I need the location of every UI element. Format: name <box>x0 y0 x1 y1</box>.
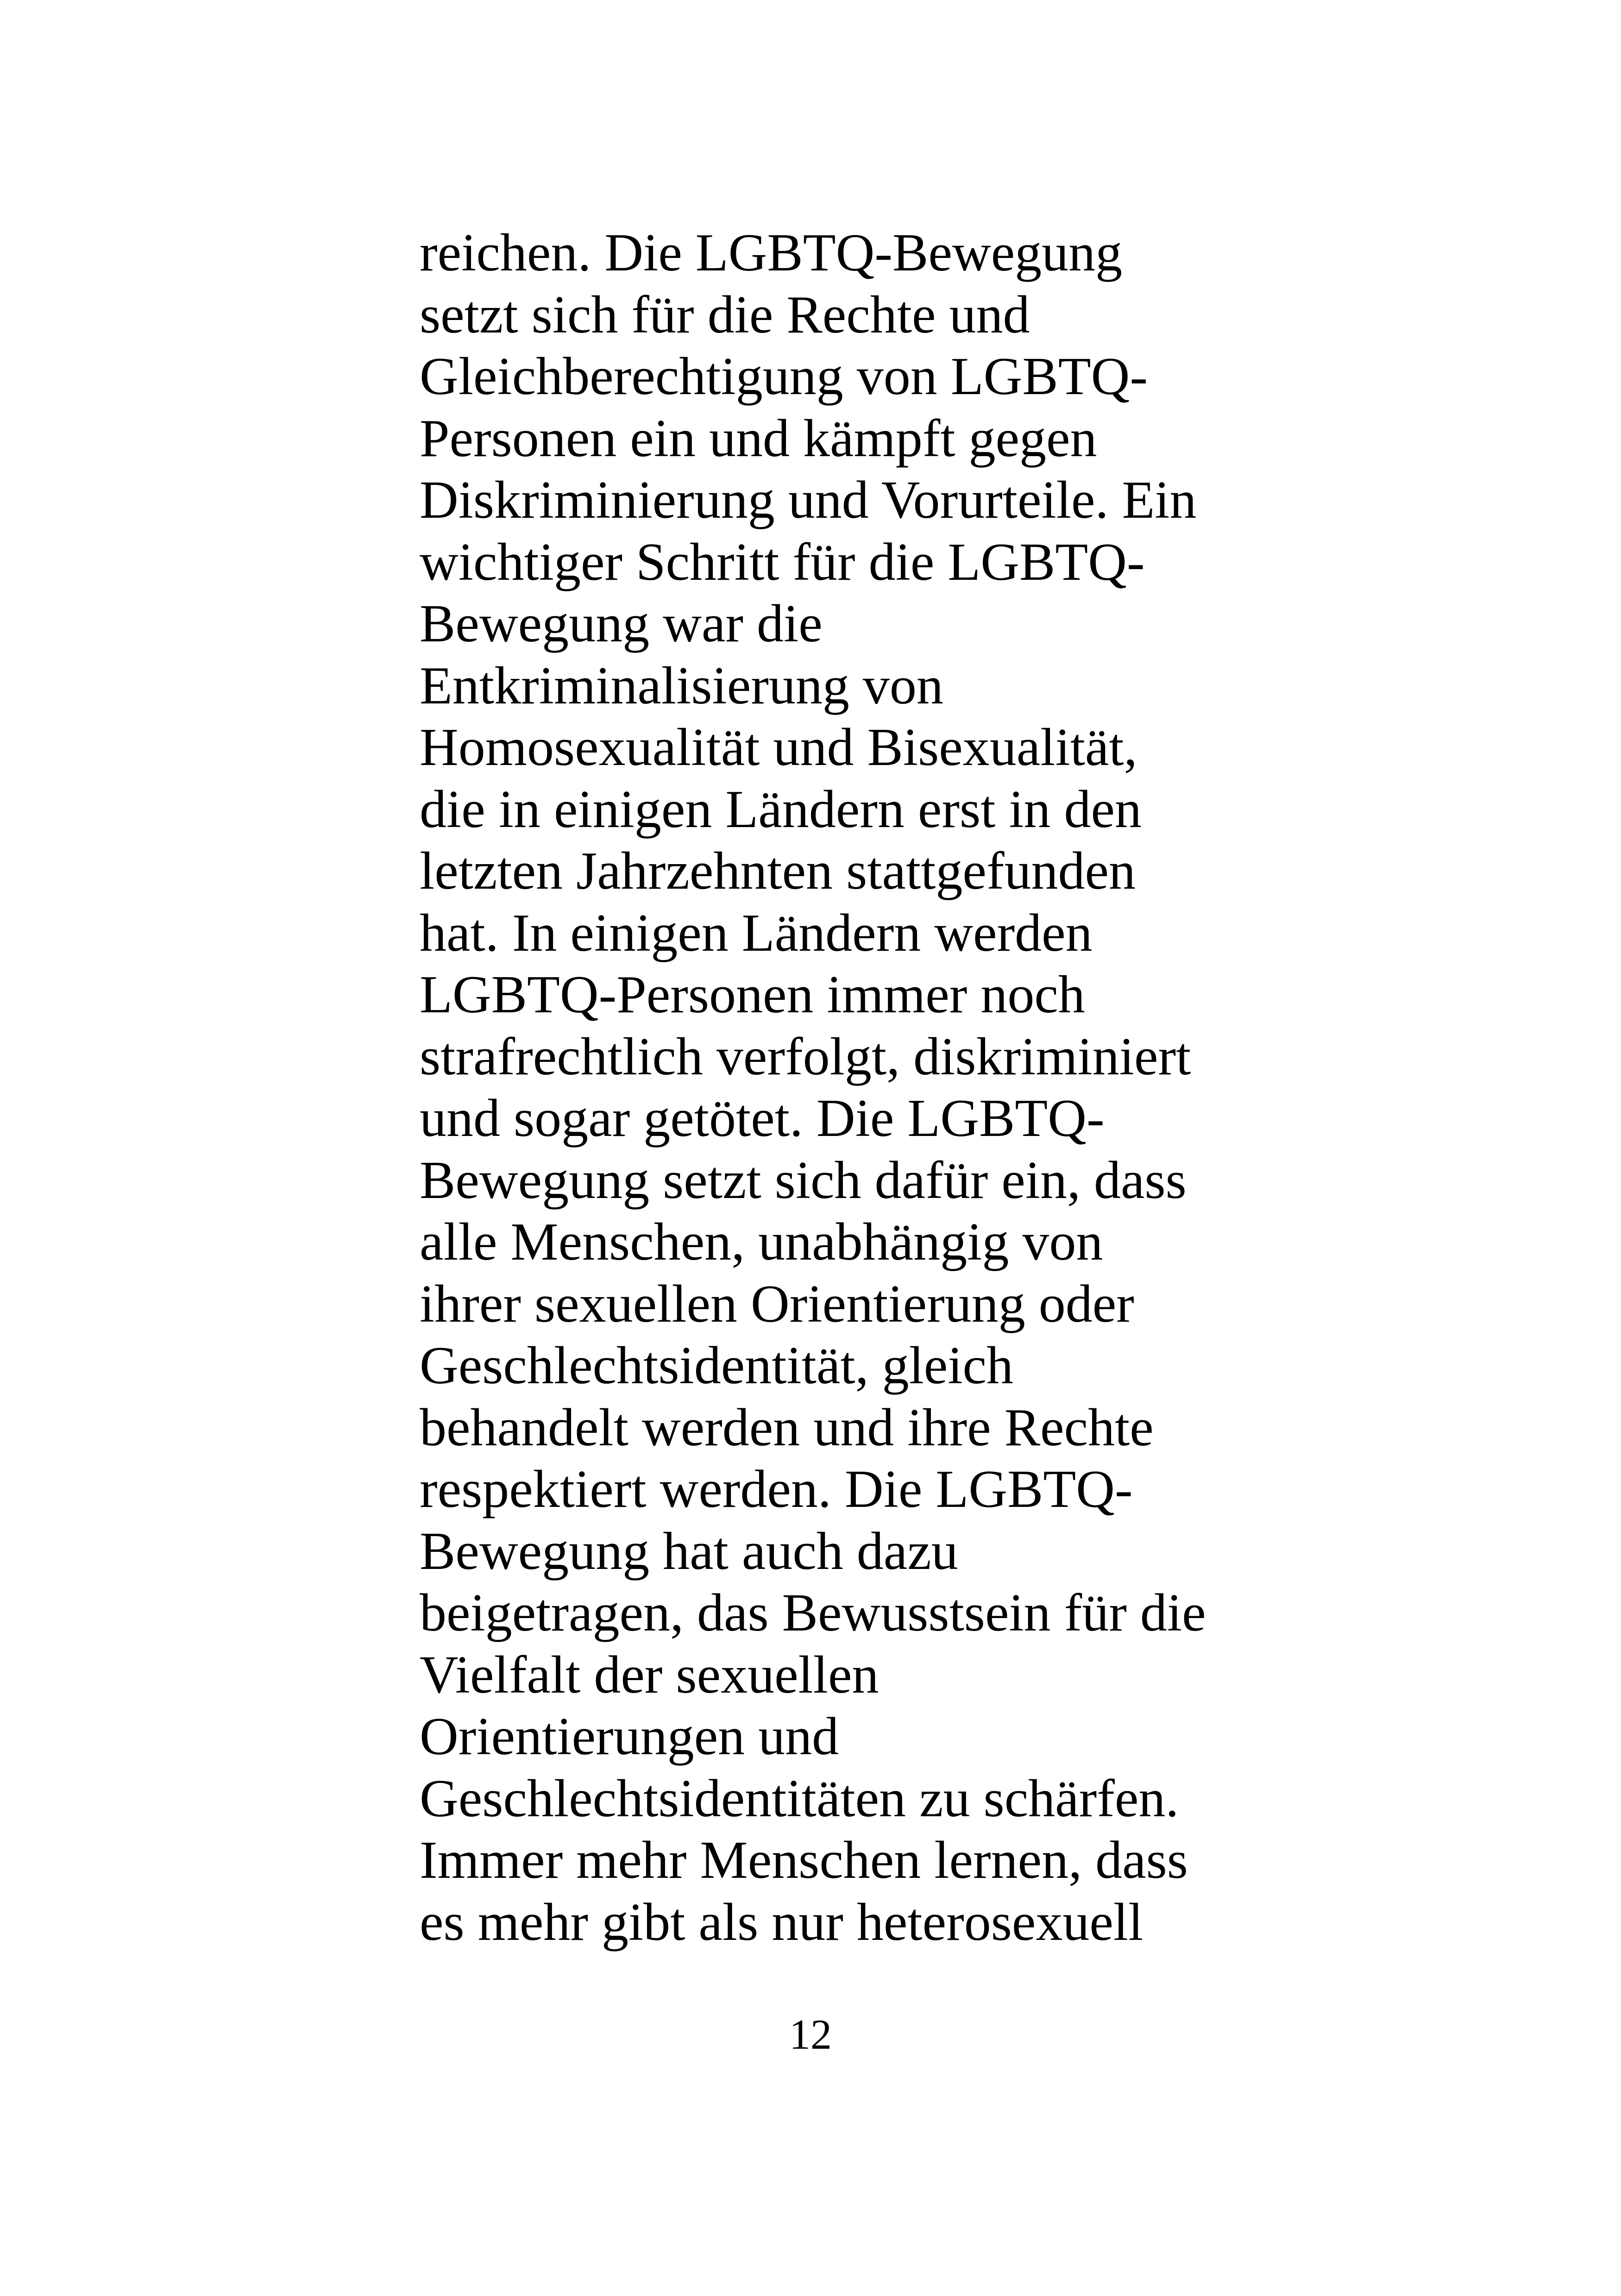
text-line: und sogar getötet. Die LGBTQ- <box>420 1089 1105 1148</box>
text-line: Geschlechtsidentität, gleich <box>420 1336 1014 1395</box>
text-line: Orientierungen und <box>420 1707 839 1766</box>
text-line: Bewegung hat auch dazu <box>420 1521 958 1581</box>
text-line: Homosexualität und Bisexualität, <box>420 718 1137 777</box>
text-line: Diskriminierung und Vorurteile. Ein <box>420 470 1197 530</box>
text-line: Personen ein und kämpft gegen <box>420 408 1097 468</box>
text-line: wichtiger Schritt für die LGBTQ- <box>420 532 1145 592</box>
text-line: ihrer sexuellen Orientierung oder <box>420 1274 1134 1334</box>
text-line: LGBTQ-Personen immer noch <box>420 965 1085 1024</box>
text-line: reichen. Die LGBTQ-Bewegung <box>420 223 1123 282</box>
text-line: strafrechtlich verfolgt, diskriminiert <box>420 1027 1191 1086</box>
page-number: 12 <box>789 2011 832 2058</box>
text-line: letzten Jahrzehnten stattgefunden <box>420 841 1136 901</box>
text-line: Entkriminalisierung von <box>420 656 943 715</box>
text-line: die in einigen Ländern erst in den <box>420 779 1142 839</box>
text-line: behandelt werden und ihre Rechte <box>420 1398 1154 1457</box>
text-line: alle Menschen, unabhängig von <box>420 1212 1103 1272</box>
body-text <box>420 222 1300 1953</box>
text-line: Immer mehr Menschen lernen, dass <box>420 1831 1188 1890</box>
text-line: es mehr gibt als nur heterosexuell <box>420 1892 1143 1952</box>
text-line: beigetragen, das Bewusstsein für die <box>420 1583 1206 1643</box>
text-line: setzt sich für die Rechte und <box>420 285 1030 345</box>
text-line: hat. In einigen Ländern werden <box>420 903 1093 963</box>
text-line: Geschlechtsidentitäten zu schärfen. <box>420 1769 1179 1828</box>
text-line: Bewegung war die <box>420 594 823 653</box>
text-line: Bewegung setzt sich dafür ein, dass <box>420 1150 1187 1210</box>
text-line: respektiert werden. Die LGBTQ- <box>420 1460 1133 1519</box>
text-line: Gleichberechtigung von LGBTQ- <box>420 347 1148 406</box>
text-line: Vielfalt der sexuellen <box>420 1645 879 1705</box>
